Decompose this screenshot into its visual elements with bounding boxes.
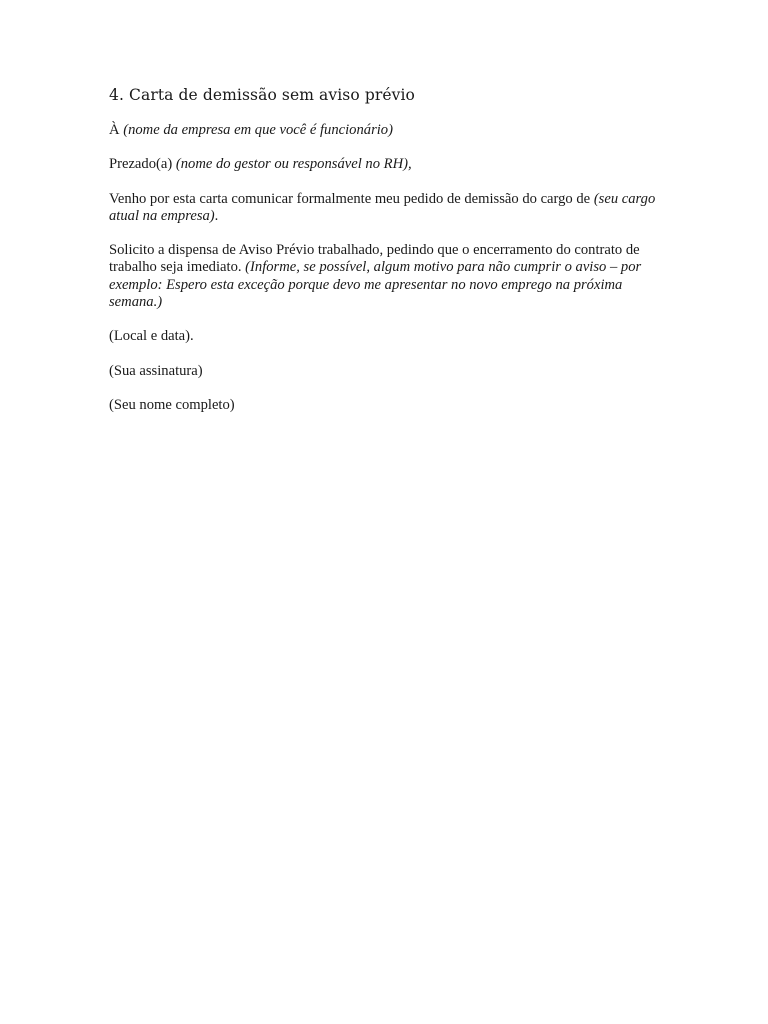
greeting-line: [109, 156, 661, 173]
greeting-prefix: Prezado(a): [109, 156, 176, 173]
addressee-line: [109, 122, 661, 139]
position-placeholder: (seu cargo atual na empresa): [109, 190, 656, 224]
place-date-line: (Local e data).: [109, 328, 194, 345]
document-page: [109, 84, 661, 431]
body-paragraph-notice-waiver: [109, 242, 661, 311]
full-name-line: (Seu nome completo): [109, 396, 235, 413]
greeting-placeholder: (nome do gestor ou responsável no RH),: [175, 156, 412, 173]
resignation-text: Venho por esta carta comunicar formalmente meu pedido de demissão do cargo de: [109, 190, 594, 207]
body-paragraph-resignation: [109, 191, 661, 226]
letter-heading: 4. Carta de demissão sem aviso prévio: [109, 86, 415, 104]
notice-waiver-text: Solicito a dispensa de Aviso Prévio trabalhado, pedindo que o encerramento do contrato de trabalho seja imediato.: [109, 242, 640, 276]
signature-line: (Sua assinatura): [109, 362, 203, 379]
addressee-prefix: À: [109, 122, 124, 138]
resignation-suffix: .: [214, 207, 219, 224]
reason-placeholder: (Informe, se possível, algum motivo para não cumprir o aviso – por exemplo: Espero esta exceção porque devo me apresentar no novo emprego na próxima semana.): [109, 259, 642, 311]
addressee-placeholder: (nome da empresa em que você é funcionário): [123, 122, 393, 138]
